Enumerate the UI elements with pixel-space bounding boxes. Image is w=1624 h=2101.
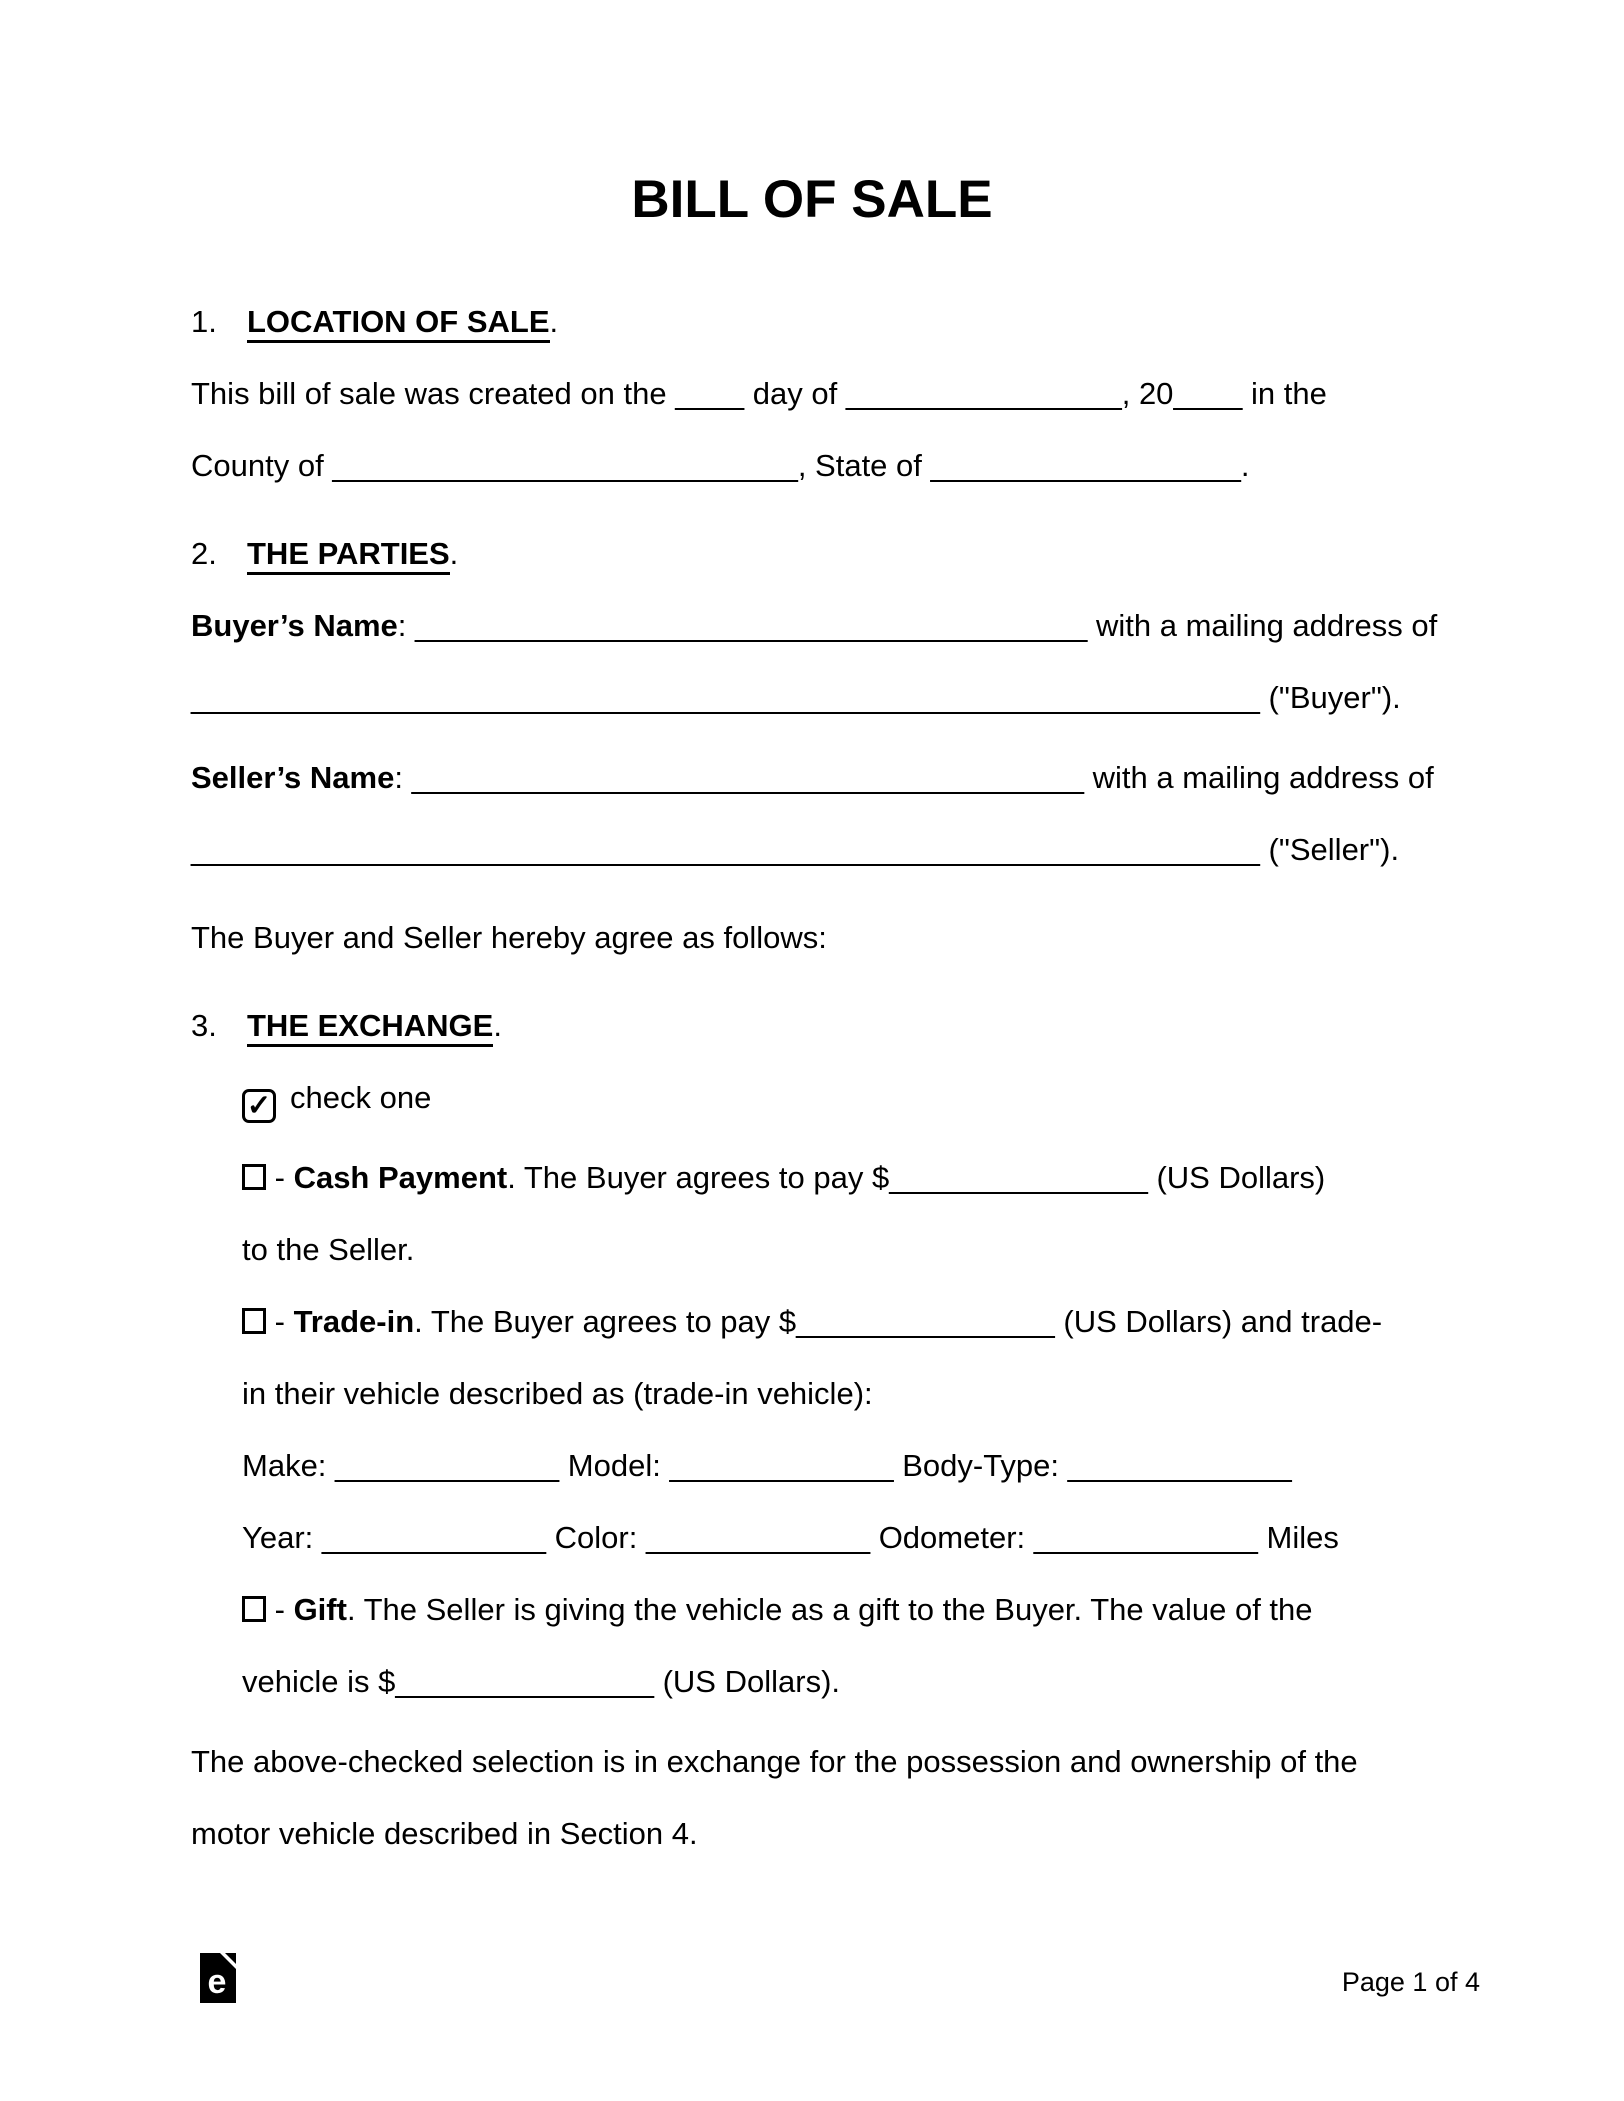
seller-address-blank[interactable]: ______________________________________________________________ [191,832,1260,867]
text-run: , State of [797,448,931,483]
state-blank[interactable]: __________________ [930,448,1241,483]
check-one-line [191,1062,1433,1134]
seller-name-label: Seller’s Name [191,760,395,795]
text-run: : [394,760,412,795]
text-run: (US Dollars) [1147,1160,1326,1195]
cash-payment-checkbox[interactable] [242,1164,266,1190]
day-blank[interactable]: ____ [675,376,745,411]
section-1-number: 1. [191,304,217,339]
seller-address-line [191,814,1433,886]
gift-amount-blank[interactable]: _______________ [395,1664,654,1699]
trade-in-label: Trade-in [293,1304,415,1339]
trade-in-checkbox[interactable] [242,1308,266,1334]
eforms-logo-letter: e [207,1963,227,2001]
text-run: This bill of sale was created on the [191,376,676,411]
check-one-checkbox-icon[interactable]: ✓ [242,1089,276,1123]
closing-statement-line-2: motor vehicle described in Section 4. [191,1816,698,1851]
text-run: - [266,1592,294,1627]
check-one-label: check one [290,1080,432,1115]
seller-name-blank[interactable]: _______________________________________ [411,760,1084,795]
make-blank[interactable]: _____________ [335,1448,560,1483]
text-run: ("Seller"). [1259,832,1400,867]
gift-continuation-line [191,1646,1433,1718]
section-3-title: THE EXCHANGE [247,1008,493,1047]
odometer-blank[interactable]: _____________ [1033,1520,1258,1555]
gift-option-line [191,1574,1433,1646]
text-run: vehicle is $ [242,1664,396,1699]
buyer-address-blank[interactable]: ______________________________________________________________ [191,680,1260,715]
sale-location-line [191,430,1433,502]
buyer-name-line [191,590,1438,662]
seller-name-line [191,742,1433,814]
cash-payment-option-line [191,1142,1433,1214]
heading-period: . [549,304,559,339]
miles-label: Miles [1257,1520,1339,1555]
text-run: . The Buyer agrees to pay $ [414,1304,797,1339]
text-run: . [1240,448,1250,483]
text-run: with a mailing address of [1083,760,1434,795]
gift-label: Gift [293,1592,347,1627]
year-blank[interactable]: ____ [1173,376,1243,411]
trade-amount-blank[interactable]: _______________ [796,1304,1055,1339]
odometer-label: Odometer: [870,1520,1034,1555]
section-2-title: THE PARTIES [247,536,450,575]
color-label: Color: [546,1520,646,1555]
section-2-heading [191,518,1433,590]
text-run: , 20 [1121,376,1174,411]
heading-period: . [449,536,459,571]
closing-statement-line-1: The above-checked selection is in exchange for the possession and ownership of the [191,1744,1358,1779]
trade-in-continuation-line: in their vehicle described as (trade-in vehicle): [242,1376,873,1411]
month-blank[interactable]: ________________ [845,376,1122,411]
cash-amount-blank[interactable]: _______________ [889,1160,1148,1195]
page-title: BILL OF SALE [631,170,993,229]
buyer-address-line [191,662,1433,734]
model-label: Model: [559,1448,670,1483]
year-label: Year: [242,1520,322,1555]
cash-payment-label: Cash Payment [293,1160,508,1195]
text-run: (US Dollars) and trade- [1054,1304,1383,1339]
heading-period: . [493,1008,502,1043]
text-run: . The Seller is giving the vehicle as a gift to the Buyer. The value of the [346,1592,1313,1627]
body-type-label: Body-Type: [893,1448,1068,1483]
section-3-heading [191,990,1433,1062]
text-run: in the [1242,376,1327,411]
text-run: day of [744,376,846,411]
text-run: (US Dollars). [653,1664,840,1699]
vehicle-year-color-line [191,1502,1433,1574]
body-type-blank[interactable]: _____________ [1067,1448,1292,1483]
buyer-name-blank[interactable]: _______________________________________ [415,608,1088,643]
text-run: ("Buyer"). [1259,680,1401,715]
gift-checkbox[interactable] [242,1596,266,1622]
cash-payment-continuation-line: to the Seller. [242,1232,415,1267]
sale-date-line [191,358,1433,430]
section-1-title: LOCATION OF SALE [247,304,550,343]
model-blank[interactable]: _____________ [669,1448,894,1483]
eforms-logo-icon [200,1953,236,2008]
agreement-intro-line: The Buyer and Seller hereby agree as follows: [191,920,827,955]
text-run: - [266,1304,294,1339]
text-run: - [266,1160,294,1195]
color-blank[interactable]: _____________ [645,1520,871,1555]
page-indicator: Page 1 of 4 [1341,1967,1480,1997]
section-1-heading [191,286,1433,358]
section-3-number: 3. [191,1008,217,1043]
trade-in-option-line [191,1286,1433,1358]
buyer-name-label: Buyer’s Name [191,608,398,643]
vehicle-make-model-line [191,1430,1433,1502]
text-run: : [397,608,416,643]
text-run: County of [191,448,333,483]
section-2-number: 2. [191,536,217,571]
text-run: . The Buyer agrees to pay $ [507,1160,890,1195]
make-label: Make: [242,1448,336,1483]
text-run: with a mailing address of [1087,608,1438,643]
county-blank[interactable]: ___________________________ [332,448,798,483]
vehicle-year-blank[interactable]: _____________ [321,1520,547,1555]
